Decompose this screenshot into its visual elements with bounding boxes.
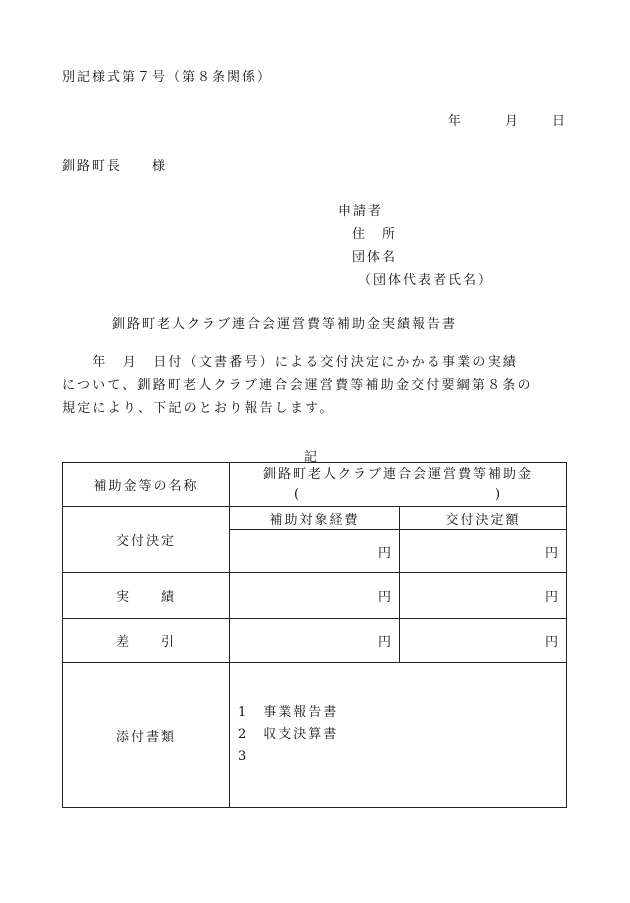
applicant-heading: 申請者 — [338, 204, 384, 219]
date-line — [448, 110, 567, 129]
report-body — [62, 351, 562, 420]
difference-cost-cell: 円 — [230, 619, 400, 663]
difference-amount-cell: 円 — [400, 619, 567, 663]
table-row — [63, 663, 567, 808]
applicant-block — [338, 200, 493, 292]
date-month: 月 — [505, 114, 521, 129]
attachment-item: 1 事業報告書 — [238, 705, 339, 720]
attachments-list — [230, 663, 567, 808]
report-table — [62, 462, 567, 808]
decision-cost-cell: 円 — [230, 530, 400, 573]
subsidy-name-label: 補助金等の名称 — [63, 463, 230, 507]
subsidy-name-value: 釧路町老人クラブ連合会運営費等補助金 — [263, 466, 534, 482]
paren-close: ) — [494, 486, 503, 502]
document-title: 釧路町老人クラブ連合会運営費等補助金実績報告書 — [112, 317, 458, 332]
difference-label: 差 引 — [63, 619, 230, 663]
address-label: 住 所 — [352, 227, 398, 242]
body-line-1: 年 月 日付（文書番号）による交付決定にかかる事業の実績 — [62, 355, 519, 370]
date-year: 年 — [448, 114, 464, 129]
body-line-2: について、釧路町老人クラブ連合会運営費等補助金交付要綱第８条の — [62, 378, 533, 393]
ki-heading: 記 — [304, 450, 320, 465]
actual-amount-cell: 円 — [400, 573, 567, 619]
body-line-3: 規定により、下記のとおり報告します。 — [62, 401, 335, 416]
col-grant-amount-header: 交付決定額 — [400, 507, 567, 530]
representative-label: （団体代表者氏名） — [358, 273, 494, 288]
form-number: 別記様式第７号（第８条関係） — [62, 70, 273, 85]
actual-label: 実 績 — [63, 573, 230, 619]
attachments-label: 添付書類 — [63, 663, 230, 808]
decision-label: 交付決定 — [63, 507, 230, 573]
subsidy-name-parens — [230, 485, 566, 505]
table-row — [63, 463, 567, 507]
table-row — [63, 507, 567, 530]
date-day: 日 — [552, 114, 568, 129]
addressee: 釧路町長 様 — [62, 159, 168, 174]
subsidy-name-cell — [230, 463, 567, 507]
table-row — [63, 573, 567, 619]
col-subsidy-cost-header: 補助対象経費 — [230, 507, 400, 530]
table-row — [63, 619, 567, 663]
actual-cost-cell: 円 — [230, 573, 400, 619]
attachment-item: 2 収支決算書 — [238, 727, 339, 742]
group-name-label: 団体名 — [352, 250, 398, 265]
paren-open: ( — [294, 486, 302, 502]
decision-amount-cell: 円 — [400, 530, 567, 573]
attachment-item: 3 — [238, 749, 249, 764]
